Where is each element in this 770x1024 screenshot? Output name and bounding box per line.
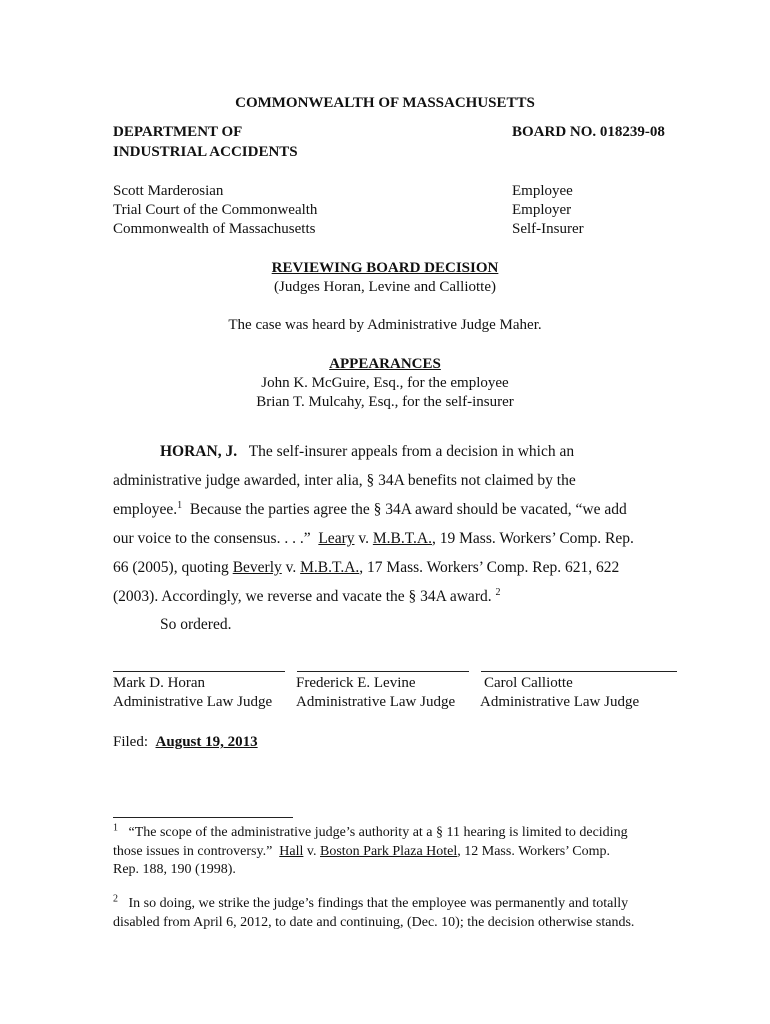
case-mbta-2: M.B.T.A. [300,559,360,576]
so-ordered: So ordered. [160,616,232,633]
signature-line-3 [481,671,677,672]
versus-2: v. [285,559,297,576]
party-role-employer: Employer [512,202,572,218]
case-beverly: Beverly [232,559,282,576]
footnote-1-text-1: “The scope of the administrative judge’s authority at a § 11 hearing is limited to deciding [128,825,628,840]
footnote-2-number: 2 [113,893,118,905]
opinion-line-3 [113,500,627,520]
party-role-employee: Employee [512,183,573,199]
filed-date: August 19, 2013 [155,734,258,750]
opinion-text-4b: , 19 Mass. Workers’ Comp. Rep. [432,530,634,547]
opinion-text-5b: , 17 Mass. Workers’ Comp. Rep. 621, 622 [359,559,620,576]
appearance-insurer: Brian T. Mulcahy, Esq., for the self-insurer [256,394,514,410]
board-number: BOARD NO. 018239-08 [512,124,665,140]
case-leary: Leary [318,530,355,547]
opinion-text-5a: 66 (2005), quoting [113,559,229,576]
footnote-1-number: 1 [113,822,118,834]
decision-title-wrap [0,259,770,278]
opinion-text-3b: Because the parties agree the § 34A award should be vacated, “we add [189,501,627,518]
case-mbta-1: M.B.T.A. [372,530,432,547]
decision-judges: (Judges Horan, Levine and Calliotte) [273,279,497,295]
filed-line [113,733,258,752]
versus-1: v. [358,530,369,547]
signer-name-2: Frederick E. Levine [296,675,416,691]
footnote-1-line-1 [113,824,628,842]
footnote-2-text-1: In so doing, we strike the judge’s findings that the employee was permanently and totally [128,896,629,911]
appearances-title-wrap [0,355,770,374]
opinion-line-4 [113,529,634,549]
signer-title-3: Administrative Law Judge [480,694,640,710]
party-role-insurer: Self-Insurer [512,221,584,237]
filed-label: Filed: [113,734,149,750]
opinion-line-6 [113,587,500,607]
footnote-1-text-2a: those issues in controversy.” [113,844,273,859]
opinion-line-2: administrative judge awarded, inter alia, § 34A benefits not claimed by the [113,472,576,489]
commonwealth-heading: COMMONWEALTH OF MASSACHUSETTS [235,95,535,111]
versus-3: v. [306,844,317,859]
department-line-2: INDUSTRIAL ACCIDENTS [113,144,298,160]
opinion-line-1 [160,442,574,462]
footnote-1-line-2 [113,843,610,861]
footnote-2-line-2: disabled from April 6, 2012, to date and continuing, (Dec. 10); the decision otherwise stands. [113,915,635,930]
opinion-line-5 [113,558,619,578]
party-name-insurer: Commonwealth of Massachusetts [113,221,316,237]
appearance-employee: John K. McGuire, Esq., for the employee [261,375,509,391]
opinion-text-3a: employee. [113,501,178,518]
signer-title-1: Administrative Law Judge [113,694,273,710]
case-boston-park-plaza: Boston Park Plaza Hotel [320,844,458,859]
opinion-text-4a: our voice to the consensus. . . .” [113,530,311,547]
footnote-1-text-2b: , 12 Mass. Workers’ Comp. [457,844,611,859]
decision-title: REVIEWING BOARD DECISION [271,260,499,276]
signer-title-2: Administrative Law Judge [296,694,456,710]
opinion-author: HORAN, J. [160,443,238,460]
department-line-1: DEPARTMENT OF [113,124,243,140]
heard-by: The case was heard by Administrative Judge Maher. [228,317,542,333]
signature-line-2 [297,671,469,672]
signer-name-1: Mark D. Horan [113,675,206,691]
signature-line-1 [113,671,285,672]
signer-name-3: Carol Calliotte [484,675,573,691]
appearances-title: APPEARANCES [329,356,441,372]
footnote-2-line-1 [113,895,628,913]
party-name-employee: Scott Marderosian [113,183,224,199]
opinion-text-6: (2003). Accordingly, we reverse and vacate the § 34A award. [113,588,492,605]
party-name-employer: Trial Court of the Commonwealth [113,202,318,218]
opinion-text-1: The self-insurer appeals from a decision in which an [248,443,575,460]
footnote-1-line-3: Rep. 188, 190 (1998). [113,862,236,877]
footnote-ref-1[interactable]: 1 [177,499,183,511]
footnote-ref-2[interactable]: 2 [495,586,501,598]
footnote-separator [113,817,293,818]
case-hall: Hall [279,844,304,859]
